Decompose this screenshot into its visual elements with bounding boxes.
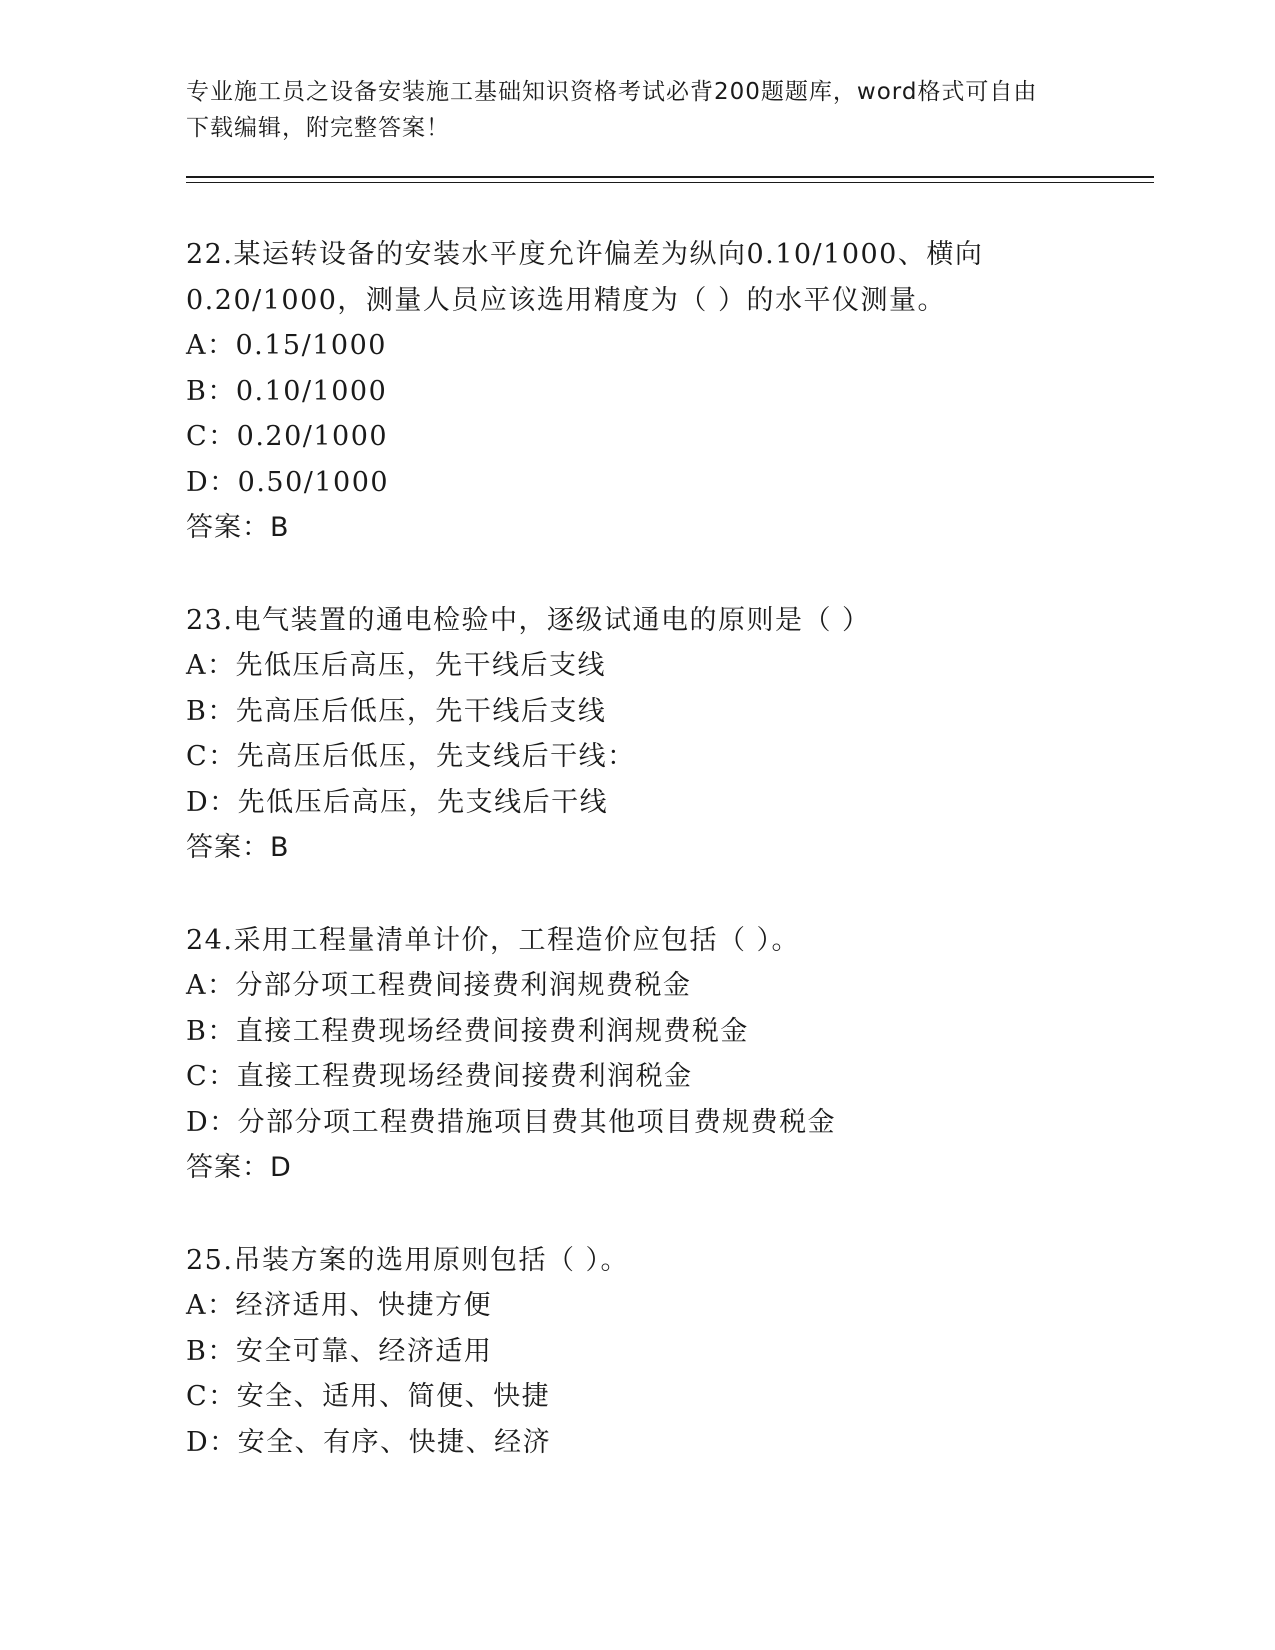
option-d: D：安全、有序、快捷、经济 — [186, 1426, 552, 1458]
document-header — [186, 74, 1066, 146]
question-stem: 23.电气装置的通电检验中，逐级试通电的原则是（ ） — [186, 604, 871, 636]
question-23 — [186, 598, 1086, 871]
option-b: B：先高压后低压，先干线后支线 — [186, 695, 607, 727]
question-25 — [186, 1238, 1086, 1466]
option-b: B：0.10/1000 — [186, 375, 388, 407]
option-a: A：0.15/1000 — [186, 330, 387, 361]
option-c: C：0.20/1000 — [186, 421, 389, 452]
header-divider-thick — [186, 176, 1154, 178]
option-c: C：先高压后低压，先支线后干线： — [186, 741, 636, 772]
header-line-2: 下载编辑，附完整答案！ — [186, 115, 450, 141]
option-d: D：0.50/1000 — [186, 466, 390, 498]
option-d: D：先低压后高压，先支线后干线 — [186, 786, 609, 818]
question-22 — [186, 232, 1086, 551]
header-divider-thin — [186, 182, 1154, 183]
answer: 答案：B — [186, 512, 290, 543]
option-b: B：安全可靠、经济适用 — [186, 1335, 493, 1367]
answer: 答案：B — [186, 832, 290, 863]
option-c: C：直接工程费现场经费间接费利润税金 — [186, 1061, 693, 1092]
answer: 答案：D — [186, 1152, 292, 1183]
option-b: B：直接工程费现场经费间接费利润规费税金 — [186, 1015, 749, 1047]
option-a: A：先低压后高压，先干线后支线 — [186, 650, 606, 681]
question-stem: 25.吊装方案的选用原则包括（ ）。 — [186, 1244, 630, 1276]
question-stem: 22.某运转设备的安装水平度允许偏差为纵向0.10/1000、横向 — [186, 239, 984, 270]
question-24 — [186, 918, 1086, 1191]
question-list — [186, 232, 1086, 1512]
option-d: D：分部分项工程费措施项目费其他项目费规费税金 — [186, 1106, 837, 1138]
question-stem: 24.采用工程量清单计价，工程造价应包括（ ）。 — [186, 924, 801, 956]
option-a: A：分部分项工程费间接费利润规费税金 — [186, 970, 692, 1001]
option-c: C：安全、适用、简便、快捷 — [186, 1381, 551, 1412]
question-stem: 0.20/1000，测量人员应该选用精度为（ ）的水平仪测量。 — [186, 284, 947, 316]
option-a: A：经济适用、快捷方便 — [186, 1290, 492, 1321]
header-line-1: 专业施工员之设备安装施工基础知识资格考试必背200题题库，word格式可自由 — [186, 79, 1038, 105]
